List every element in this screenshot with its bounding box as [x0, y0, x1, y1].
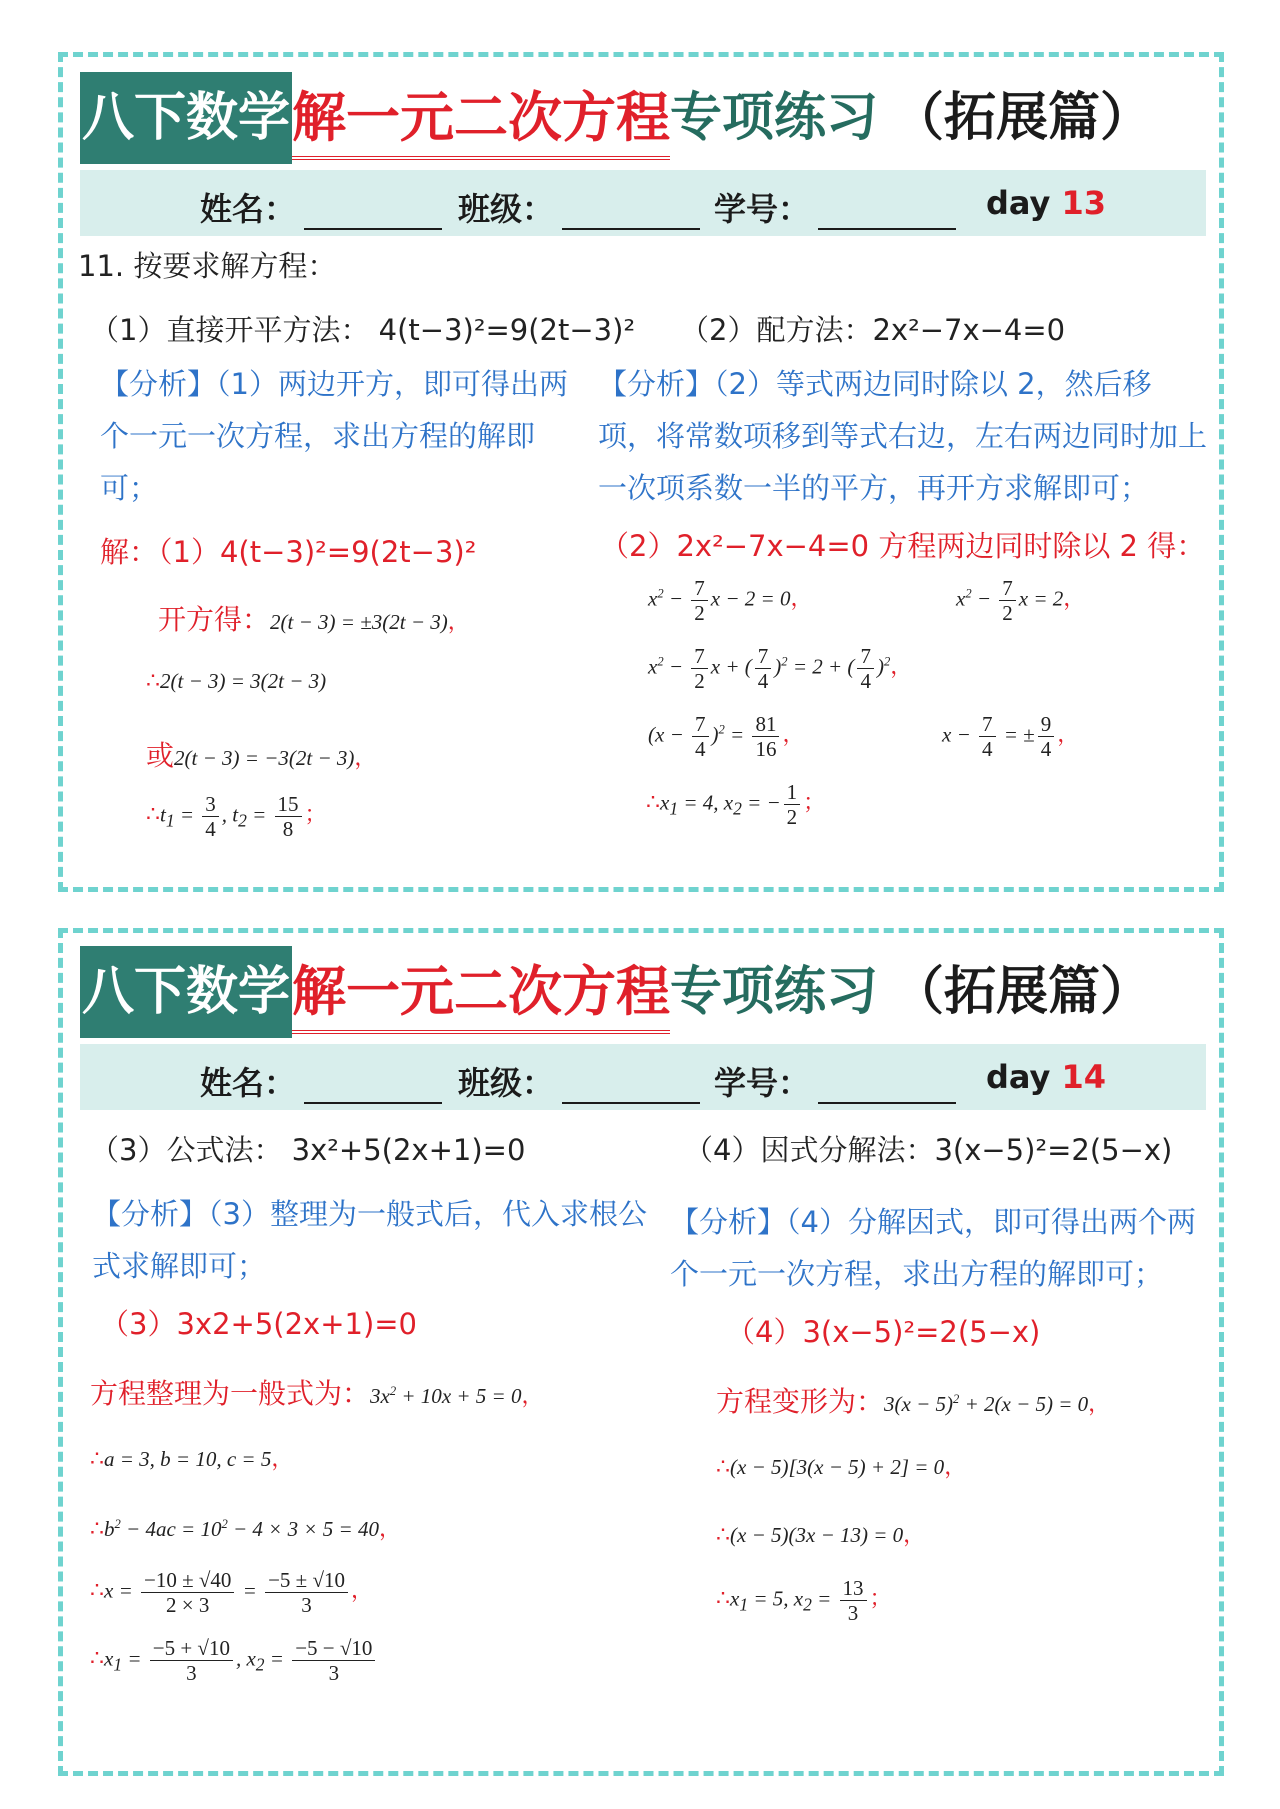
- question-2: （2）配方法：2x²−7x−4=0: [680, 313, 1066, 347]
- sol2-result: $\therefore x_1 = 4$, $x_2$ = − $\frac{1}{2}$ ；: [646, 780, 826, 829]
- analysis-3: 【分析】（3）整理为一般式后，代入求根公式求解即可；: [92, 1197, 647, 1283]
- general-form-label: 方程整理为一般式为：: [90, 1377, 371, 1410]
- name-field[interactable]: [200, 184, 442, 230]
- sol3-discriminant: $\therefore b^2 - 4ac = 10^2 - 4 \times 3 \times 5 = 40$，: [90, 1516, 401, 1541]
- sol4-simplify: ∴(x − 5)(3x − 13) = 0，: [716, 1522, 926, 1547]
- problem-heading: 11. 按要求解方程：: [78, 249, 337, 283]
- sol4-result: $\therefore x_1 = 5$, $x_2$ = $\frac{13}{3}$ ；: [716, 1576, 892, 1625]
- id-field[interactable]: [714, 184, 956, 230]
- analysis-4: 【分析】（4）分解因式，即可得出两个两个一元一次方程，求出方程的解即可；: [670, 1205, 1196, 1291]
- id-blank[interactable]: [818, 1074, 956, 1104]
- day-label: [986, 1058, 1106, 1096]
- card2-info-bar: [80, 1044, 1206, 1110]
- class-field[interactable]: [458, 184, 700, 230]
- question-4: （4）因式分解法：3(x−5)²=2(5−x): [684, 1133, 1173, 1167]
- class-label: 班级：: [458, 1064, 555, 1102]
- transform-label: 方程变形为：: [716, 1385, 885, 1418]
- sol1-step-sqrt: 开方得：2(t − 3) = ±3(2t − 3)，: [158, 603, 470, 636]
- solution-2-heading: （2）2x²−7x−4=0 方程两边同时除以 2 得：: [600, 529, 1206, 563]
- name-label: 姓名：: [200, 1064, 297, 1102]
- sol1-result: $\therefore t_1$ = $\frac{3}{4}$ , $t_2$ = $\frac{15}{8}$ ；: [146, 792, 327, 841]
- class-blank[interactable]: [562, 200, 700, 230]
- day-label: [986, 184, 1106, 222]
- sol2-step-2: $x^2$ − $\frac{7}{2}$ x = 2，: [956, 576, 1086, 625]
- name-blank[interactable]: [304, 200, 442, 230]
- sol2-step-3: $x^2$ − $\frac{7}{2}$ x + ( $\frac{7}{4}$ )$^2$ = 2 + ( $\frac{7}{4}$ )$^2$，: [648, 644, 913, 693]
- title-grade-block: 八下数学: [80, 72, 292, 164]
- analysis-1: 【分析】（1）两边开方，即可得出两个一元一次方程，求出方程的解即可；: [100, 367, 568, 505]
- analysis-2: 【分析】（2）等式两边同时除以 2，然后移项，将常数项移到等式右边，左右两边同时加上一次项系数一半的平方，再开方求解即可；: [598, 367, 1208, 505]
- day-word: day: [986, 1058, 1051, 1096]
- solution-4-heading: （4）3(x−5)²=2(5−x): [726, 1315, 1041, 1349]
- sol3-result: $\therefore x_1$ = $\frac{-5 + √10}{3}$ , $x_2$ = $\frac{-5 - √10}{3}$: [90, 1636, 378, 1685]
- solution-1-heading: 解：（1）4(t−3)²=9(2t−3)²: [100, 535, 477, 569]
- title-topic: 解一元二次方程: [292, 72, 670, 160]
- sqrt-label: 开方得：: [158, 603, 271, 636]
- title-practice: 专项练习: [670, 88, 879, 148]
- name-label: 姓名：: [200, 190, 297, 228]
- or-label: 或: [146, 739, 175, 772]
- day-number: 13: [1061, 184, 1107, 222]
- card1-title: [80, 72, 1152, 164]
- sol3-formula: ∴x = $\frac{-10 \pm √40}{2 \times 3}$ = $\frac{-5 \pm √10}{3}$ ，: [90, 1568, 373, 1617]
- title-grade-block: 八下数学: [80, 946, 292, 1038]
- sol4-factor: ∴(x − 5)[3(x − 5) + 2] = 0，: [716, 1454, 967, 1479]
- day-word: day: [986, 184, 1051, 222]
- id-field[interactable]: [714, 1058, 956, 1104]
- class-label: 班级：: [458, 190, 555, 228]
- sol1-step-a: ∴2(t − 3) = 3(2t − 3): [146, 668, 327, 693]
- sol4-transform: 方程变形为：$3(x - 5)^2 + 2(x - 5) = 0$，: [716, 1385, 1111, 1418]
- card1-info-bar: [80, 170, 1206, 236]
- sol3-general-form: 方程整理为一般式为：$3x^2 + 10x + 5 = 0$，: [90, 1377, 544, 1410]
- sol2-step-4: (x − $\frac{7}{4}$ )$^2$ = $\frac{81}{16}$ ，: [648, 712, 805, 761]
- card2-title: [80, 946, 1152, 1038]
- sol3-coefficients: ∴a = 3, b = 10, c = 5，: [90, 1446, 294, 1471]
- name-blank[interactable]: [304, 1074, 442, 1104]
- title-practice: 专项练习: [670, 962, 879, 1022]
- question-1: （1）直接开平方法： 4(t−3)²=9(2t−3)²: [90, 313, 636, 347]
- question-3: （3）公式法： 3x²+5(2x+1)=0: [90, 1133, 526, 1167]
- title-extension: （拓展篇）: [892, 962, 1153, 1022]
- solution-3-heading: （3）3x2+5(2x+1)=0: [100, 1307, 418, 1341]
- title-topic: 解一元二次方程: [292, 946, 670, 1034]
- sol1-step-b: 或2(t − 3) = −3(2t − 3)，: [146, 739, 377, 772]
- name-field[interactable]: [200, 1058, 442, 1104]
- sol2-step-1: $x^2$ − $\frac{7}{2}$ x − 2 = 0，: [648, 576, 813, 625]
- class-field[interactable]: [458, 1058, 700, 1104]
- id-label: 学号：: [714, 1064, 811, 1102]
- class-blank[interactable]: [562, 1074, 700, 1104]
- id-label: 学号：: [714, 190, 811, 228]
- sol2-step-5: x − $\frac{7}{4}$ = ± $\frac{9}{4}$ ，: [942, 712, 1080, 761]
- id-blank[interactable]: [818, 200, 956, 230]
- title-extension: （拓展篇）: [892, 88, 1153, 148]
- day-number: 14: [1061, 1058, 1107, 1096]
